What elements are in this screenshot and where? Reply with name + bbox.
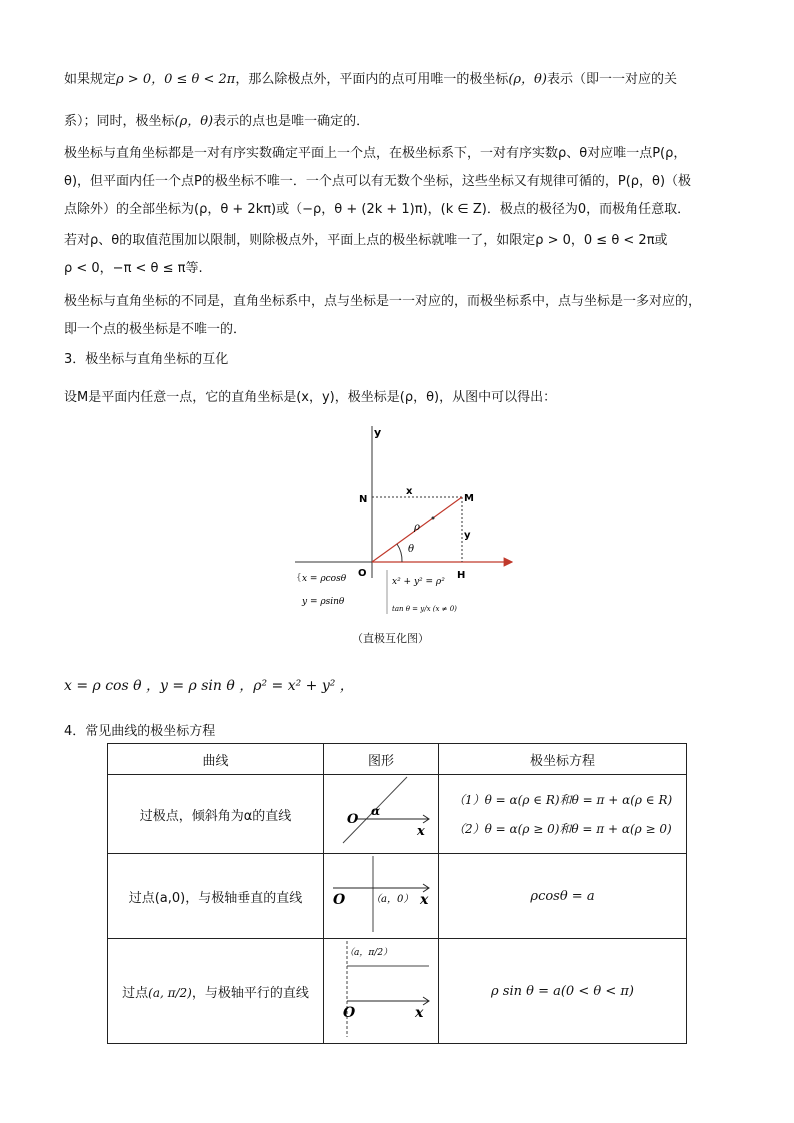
row1-graph	[325, 775, 437, 849]
header-curve: 曲线	[108, 744, 324, 775]
svg-text:x: x	[415, 1005, 424, 1021]
row1-eq2: （2）θ = α(ρ ≥ 0)和θ = π + α(ρ ≥ 0)	[453, 822, 672, 836]
svg-text:O: O	[333, 892, 346, 908]
para1-line1: 如果规定ρ > 0，0 ≤ θ < 2π，那么除极点外，平面内的点可用唯一的极坐标(ρ，θ)表示（即一一对应的关	[64, 72, 677, 87]
theta-arc	[397, 544, 402, 562]
table-row	[108, 854, 687, 939]
eq-left-1: x = ρcosθ	[302, 574, 347, 584]
label-O: O	[358, 568, 367, 579]
polar-rect-figure	[290, 418, 520, 618]
para3-line1: 极坐标与直角坐标的不同是，直角坐标系中，点与坐标是一一对应的，而极坐标系中，点与坐标是一多对应的，	[64, 294, 702, 309]
label-N: N	[359, 494, 368, 505]
row3-graph	[325, 939, 437, 1039]
row2-figure	[324, 854, 439, 939]
table-row	[108, 775, 687, 854]
para2-line5: ρ < 0，−π < θ ≤ π等.	[64, 261, 203, 276]
svg-text:O: O	[347, 812, 359, 827]
label-rho: ρ	[414, 522, 420, 533]
header-equation: 极坐标方程	[439, 744, 687, 775]
row3-figure	[324, 939, 439, 1044]
para3-line2: 即一个点的极坐标是不唯一的．	[64, 322, 247, 337]
row1-eq1: （1）θ = α(ρ ∈ R)和θ = π + α(ρ ∈ R)	[453, 793, 673, 807]
label-M: M	[464, 493, 474, 504]
row3-equation: ρ sin θ = a(0 < θ < π)	[439, 939, 687, 1044]
svg-text:x: x	[420, 892, 429, 908]
conversion-formula: x = ρ cos θ ，y = ρ sin θ ，ρ² = x² + y² ，	[64, 678, 354, 694]
row3-curve: 过点(a, π/2)，与极轴平行的直线	[108, 939, 324, 1044]
svg-text:（a，π/2）: （a，π/2）	[345, 948, 393, 958]
svg-text:{: {	[296, 573, 302, 583]
eq-left-2: y = ρsinθ	[302, 597, 345, 607]
row1-equation	[439, 775, 687, 854]
section3-title: 3．极坐标与直角坐标的互化	[64, 352, 229, 367]
label-y: y	[374, 426, 382, 439]
row2-equation: ρcosθ = a	[439, 854, 687, 939]
para1-line2: 系）；同时，极坐标(ρ，θ)表示的点也是唯一确定的．	[64, 114, 370, 129]
section4-title: 4．常见曲线的极坐标方程	[64, 724, 216, 739]
svg-text:O: O	[343, 1005, 356, 1021]
table-row	[108, 939, 687, 1044]
curves-table	[107, 743, 687, 1044]
row1-curve: 过极点，倾斜角为α的直线	[108, 775, 324, 854]
svg-text:x: x	[417, 824, 425, 839]
label-y-side: y	[464, 530, 471, 541]
para2-line4: 若对ρ、θ的取值范围加以限制，则除极点外，平面上点的极坐标就唯一了，如限定ρ > 0，0 ≤ θ < 2π或	[64, 233, 668, 248]
section3-intro: 设M是平面内任意一点，它的直角坐标是(x，y)，极坐标是(ρ，θ)，从图中可以得出：	[64, 390, 557, 405]
row1-figure	[324, 775, 439, 854]
label-x-top: x	[406, 486, 413, 497]
row2-curve: 过点(a,0)，与极轴垂直的直线	[108, 854, 324, 939]
figure-caption: （直极互化图）	[352, 632, 429, 645]
label-theta: θ	[408, 544, 415, 555]
para2-line2: θ)，但平面内任一个点P的极坐标不唯一．一个点可以有无数个坐标，这些坐标又有规律可循的，P(ρ，θ)（极	[64, 174, 692, 189]
eq-right-1: x² + y² = ρ²	[392, 577, 445, 587]
para2-line1: 极坐标与直角坐标都是一对有序实数确定平面上一个点，在极坐标系下，一对有序实数ρ、θ对应唯一点P(ρ，	[64, 146, 687, 161]
table-header-row	[108, 744, 687, 775]
header-figure: 图形	[324, 744, 439, 775]
svg-text:（a，0）: （a，0）	[371, 894, 414, 905]
label-H: H	[457, 570, 466, 581]
para2-line3: 点除外）的全部坐标为(ρ，θ + 2kπ)或（−ρ，θ + (2k + 1)π)，(k ∈ Z)．极点的极径为0，而极角任意取．	[64, 202, 691, 217]
row2-graph	[325, 854, 437, 934]
eq-right-2: tan θ = y/x (x ≠ 0)	[392, 605, 457, 613]
svg-text:α: α	[371, 804, 381, 818]
